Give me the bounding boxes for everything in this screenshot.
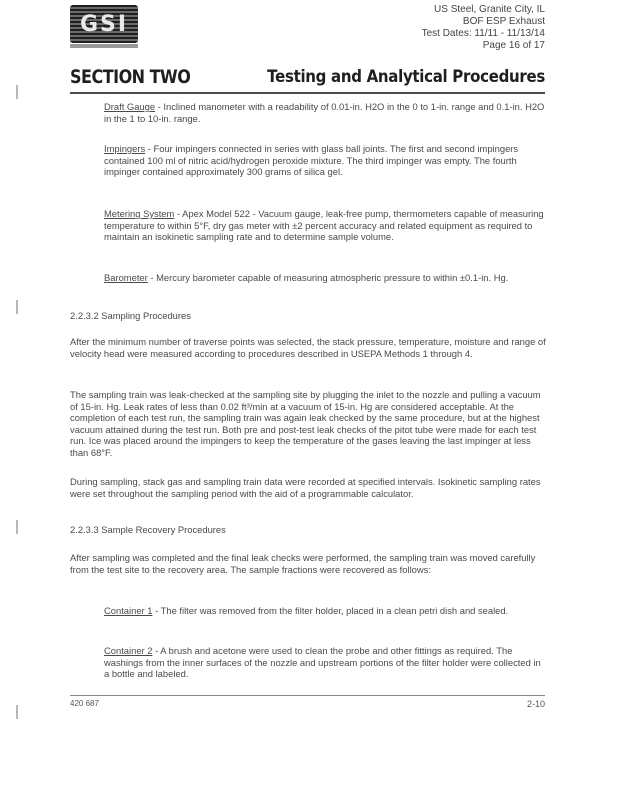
sampling-paragraph-3: During sampling, stack gas and sampling train data were recorded at specified intervals. Isokinetic sampling rates were set throughout the sampling period with the aid of a programmable calculator. [70, 476, 541, 499]
equipment-term: Barometer [104, 272, 148, 283]
header-test-dates: Test Dates: 11/11 - 11/13/14 [421, 28, 545, 39]
equipment-term: Impingers [104, 143, 146, 154]
binder-hole-mark [16, 300, 18, 314]
header-page-number: Page 16 of 17 [482, 40, 545, 51]
equipment-description: - Apex Model 522 - Vacuum gauge, leak-free pump, thermometers capable of measuring temperature to within 5°F, dry gas meter with ±2 percent accuracy and related equipment as required to maintain an isokinetic sampling rate and to determine sample volume. [104, 208, 544, 242]
binder-hole-mark [16, 705, 18, 719]
equipment-description: - Inclined manometer with a readability of 0.01-in. H2O in the 0 to 1-in. range and 0.1-in. H2O in the 1 to 10-in. range. [104, 101, 545, 124]
sampling-paragraph-2: The sampling train was leak-checked at the sampling site by plugging the inlet to the nozzle and pulling a vacuum of 15-in. Hg. Leak rates of less than 0.02 ft³/min at a vacuum of 15-in. Hg are considered acceptable. At the completion of each test run, the sampling train was again leak checked by the same procedure, but at the highest vacuum attained during the test run. Both pre and post-test leak checks of the pitot tube were made for each test run. Ice was placed around the impingers to keep the temperature of the gases leaving the last impinger at less than 68°F. [70, 389, 541, 458]
section-title: Testing and Analytical Procedures [267, 65, 545, 87]
header-rule [70, 92, 545, 94]
container-2 [104, 645, 546, 680]
footer-rule [70, 695, 545, 696]
equipment-draft-gauge [104, 101, 546, 124]
equipment-term: Metering System [104, 208, 175, 219]
container-description: - A brush and acetone were used to clean the probe and other fittings as required. The washings from the inner surfaces of the nozzle and upstream portions of the filter holder were collected in a bottle and labeled. [104, 645, 541, 679]
logo-text: GSI [79, 11, 129, 37]
sampling-paragraph-1: After the minimum number of traverse points was selected, the stack pressure, temperature, moisture and range of velocity head were measured according to procedures described in USEPA Methods 1 through 4. [70, 336, 546, 359]
footer-page-number: 2-10 [526, 699, 545, 709]
sampling-procedures-heading: 2.2.3.2 Sampling Procedures [70, 310, 191, 321]
recovery-procedures-heading: 2.2.3.3 Sample Recovery Procedures [70, 524, 226, 535]
header-facility: US Steel, Granite City, IL [434, 4, 545, 15]
document-header-info [422, 4, 545, 52]
container-term: Container 1 [104, 605, 153, 616]
binder-hole-mark [16, 520, 18, 534]
header-source: BOF ESP Exhaust [462, 16, 545, 27]
recovery-paragraph-1: After sampling was completed and the final leak checks were performed, the sampling train was moved carefully from the test site to the recovery area. The sample fractions were recovered as follows: [70, 552, 536, 575]
company-logo [70, 5, 138, 43]
footer-doc-number: 420 687 [70, 699, 99, 708]
logo-underline [70, 44, 138, 48]
section-label: SECTION TWO [70, 65, 191, 88]
container-term: Container 2 [104, 645, 153, 656]
container-1 [104, 605, 546, 617]
container-description: - The filter was removed from the filter holder, placed in a clean petri dish and sealed. [152, 605, 509, 616]
equipment-description: - Four impingers connected in series with glass ball joints. The first and second impingers contained 100 ml of nitric acid/hydrogen peroxide mixture. The third impinger was empty. The fourth impinger contained approximately 300 grams of silica gel. [104, 143, 519, 177]
equipment-metering-system [104, 208, 546, 243]
equipment-term: Draft Gauge [104, 101, 156, 112]
equipment-description: - Mercury barometer capable of measuring atmospheric pressure to within ±0.1-in. Hg. [147, 272, 509, 283]
equipment-impingers [104, 143, 546, 178]
binder-hole-mark [16, 85, 18, 99]
equipment-barometer [104, 272, 546, 284]
